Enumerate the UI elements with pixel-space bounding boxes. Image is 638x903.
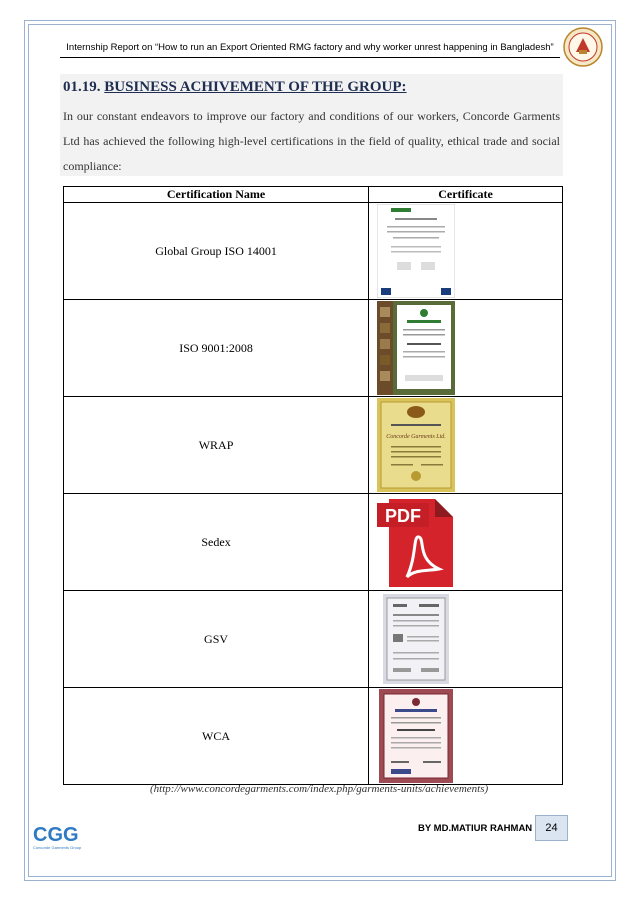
column-header-name: Certification Name [64,187,369,203]
pdf-label: PDF [385,506,422,526]
cgg-logo-icon [32,821,92,851]
table-row [64,688,563,785]
table-row [64,494,563,591]
table-row [64,203,563,300]
header-rule [60,57,560,58]
cgg-logo-text: CGG [33,824,79,846]
pdf-icon [377,495,455,589]
table-row [64,591,563,688]
wrap-certificate-title: Concorde Garments Ltd. [386,434,446,440]
gsv-certificate-icon [377,592,455,686]
university-seal-icon [562,26,604,68]
section-number: 01.19. [63,79,101,95]
section-paragraph: In our constant endeavors to improve our factory and conditions of our workers, Concorde Garments Ltd has achieved the following high-level certifications in the field of quality, ethical trade and social compliance: [63,109,560,173]
certification-table [63,186,563,785]
source-citation [150,783,488,795]
cert-name-cell: ISO 9001:2008 [64,300,369,397]
cert-name-cell: Global Group ISO 14001 [64,203,369,300]
table-header-row [64,187,563,203]
table-row [64,300,563,397]
section-title: BUSINESS ACHIVEMENT OF THE GROUP: [104,79,407,95]
iso-14001-certificate-icon [377,204,455,298]
column-header-certificate: Certificate [369,187,563,203]
source-link[interactable]: (http://www.concordegarments.com/index.php/garments-units/achievements) [150,783,489,795]
cert-name-cell: WRAP [64,397,369,494]
cert-name-cell: WCA [64,688,369,785]
cert-name-cell: GSV [64,591,369,688]
section-heading [63,79,407,96]
cgg-logo-subtext: Concorde Garments Group [33,845,82,850]
table-row [64,397,563,494]
iso-9001-certificate-icon [377,301,455,395]
wca-certificate-icon [377,689,455,783]
running-header: Internship Report on “How to run an Export Oriented RMG factory and why worker unrest happening in Bangladesh” [66,42,554,53]
cert-name-cell: Sedex [64,494,369,591]
wrap-certificate-icon [377,398,455,492]
footer-author: BY MD.MATIUR RAHMAN [418,823,533,834]
page-number: 24 [535,815,568,841]
